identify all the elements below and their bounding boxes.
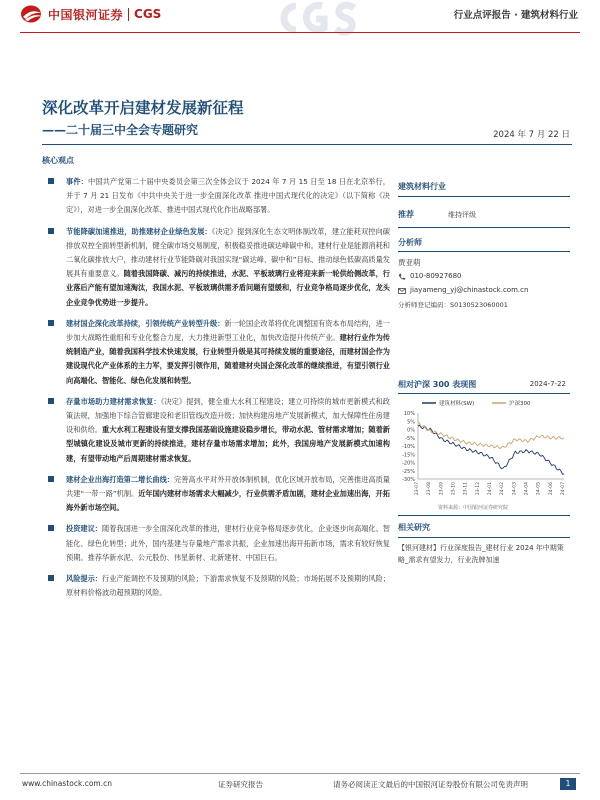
phone-icon — [398, 273, 406, 281]
rating-value: 维持评级 — [448, 211, 476, 219]
page-header — [0, 0, 600, 32]
analyst-email[interactable]: jiayameng_yj@chinastock.com.cn — [410, 286, 529, 294]
sidebar-industry-title: 建筑材料行业 — [398, 182, 446, 191]
footer-disclaimer: 请务必阅读正文最后的中国银河证券股份有限公司免责声明 — [333, 780, 528, 789]
sidebar-divider — [398, 227, 570, 228]
core-views-label: 核心观点 — [42, 156, 74, 165]
email-icon — [398, 287, 406, 295]
sidebar-divider — [398, 196, 570, 197]
brand-logo-icon — [20, 4, 44, 24]
x-tick-label: 24-01 — [488, 482, 493, 496]
cgs-watermark-graphic — [270, 0, 360, 56]
page-number: 1 — [560, 778, 576, 790]
bullet-square-icon — [48, 525, 54, 531]
brand-name-cn: 中国银河证券 — [48, 7, 124, 22]
bullet-square-icon — [48, 398, 54, 404]
report-type-label: 行业点评报告 · 建筑材料行业 — [453, 10, 578, 21]
x-tick-label: 23-08 — [427, 482, 433, 496]
footer-doc-label: 证券研究报告 — [218, 780, 263, 789]
bullet-square-icon — [48, 320, 54, 326]
x-tick-label: 24-05 — [536, 482, 542, 496]
paragraph-event: 事件：中国共产党第二十届中央委员会第三次全体会议于 2024 年 7 月 15 日至 18 日在北京举行，并于 7 月 21 日发布《中共中央关于进一步全面深化改革 推进中国式现代化的决定》（以下简称《决定》），对进一步全面深化改革、推进中国式现代化作出战略部署。 — [42, 175, 390, 218]
related-research-link[interactable]: 【银河建材】行业深度报告_建材行业 2024 年中期策略_需求有望发力，行业洗牌加速 — [398, 544, 564, 564]
chart-title: 相对沪深 300 表现图 — [398, 380, 477, 389]
x-tick-label: 24-02 — [500, 482, 506, 496]
analyst-phone: 010-80927680 — [410, 272, 462, 280]
chart-source: 资料来源：中国银河证券研究院 — [438, 505, 509, 511]
x-tick-label: 24-06 — [548, 482, 554, 496]
series-line-0 — [418, 425, 564, 474]
paragraph-carbon: 节能降碳加速推进，助推建材企业绿色发展：《决定》提到深化生态文明体制改革，建立能耗双控向碳排放双控全面转型新机制，健全碳市场交易制度，积极稳妥推进碳达峰碳中和。建材行业是能源消耗和二氧化碳排放大户，推动建材行业节能降碳对我国实现“碳达峰、碳中和”目标、推动绿色低碳高质量发展具有重要意义。随着我国降碳、减污的持续推进，水泥、平板玻璃行业将迎来新一轮供给侧改革，行业落后产能有望加速淘汰，我国水泥、平板玻璃供需矛盾问题有望缓和，行业竞争格局逐步优化，龙头企业竞争优势进一步提升。 — [42, 225, 390, 310]
y-tick-label: -10% — [402, 444, 415, 450]
legend-label: 沪深300 — [509, 401, 531, 407]
y-tick-label: -25% — [402, 468, 415, 475]
title-divider — [42, 144, 572, 145]
analyst-section-title: 分析师 — [398, 238, 422, 247]
brand-name-en: CGS — [134, 7, 162, 21]
brand-separator — [128, 8, 129, 21]
y-tick-label: 5% — [407, 419, 415, 426]
analyst-registration: 分析师登记编码：S0130523060001 — [398, 301, 508, 309]
x-tick-label: 23-11 — [463, 482, 469, 496]
paragraph-soe-reform: 建材国企深化改革持续，引领传统产业转型升级：新一轮国企改革将优化调整国有资本布局结构，进一步加大战略性重组和专业化整合力度，大力推进新型工业化，加快改造提升传统产业。建材行业作为传统制造产业，随着我国科学技术快速发展，行业转型升级是其可持续发展的重要途径，而建材国企作为建设现代化产业体系的主力军，要发挥引领作用，随着建材央国企深化改革的继续推进，有望引领行业向高端化、智能化、绿色化发展和转型。 — [42, 317, 390, 388]
bullet-square-icon — [48, 476, 54, 482]
sidebar-divider — [398, 515, 570, 516]
x-tick-label: 23-09 — [439, 482, 445, 496]
footer-divider — [20, 773, 580, 774]
y-tick-label: 10% — [403, 411, 415, 417]
x-tick-label: 24-07 — [561, 482, 566, 496]
paragraph-overseas: 建材企业出海打造第二增长曲线：完善高水平对外开放体制机制，优化区域开放布局，完善推进高质量共建“一带一路”机制。近年国内建材市场需求大幅减少，行业供需矛盾加剧，建材企业加速出海，开拓海外新市场空间。 — [42, 473, 390, 516]
related-research-title: 相关研究 — [398, 523, 430, 532]
sidebar-divider — [398, 537, 570, 538]
report-date: 2024 年 7 月 22 日 — [493, 130, 570, 140]
rating-label: 推荐 — [398, 210, 414, 219]
main-content — [42, 175, 390, 600]
relative-performance-chart — [398, 397, 570, 499]
series-line-1 — [418, 422, 564, 449]
x-tick-label: 23-07 — [415, 482, 420, 496]
report-subtitle: ——二十届三中全会专题研究 — [42, 123, 199, 137]
header-divider — [20, 32, 580, 33]
y-tick-label: -5% — [405, 435, 415, 442]
footer-website[interactable]: www.chinastock.com.cn — [22, 779, 112, 788]
y-tick-label: 0% — [407, 427, 415, 434]
sidebar-divider — [398, 251, 570, 252]
sidebar-divider — [398, 393, 570, 394]
report-title: 深化改革开启建材发展新征程 — [42, 99, 244, 117]
bullet-square-icon — [48, 228, 54, 234]
analyst-name: 贾亚萌 — [398, 258, 421, 267]
x-tick-label: 23-12 — [475, 482, 481, 496]
y-tick-label: -15% — [402, 452, 415, 459]
brand-logo — [20, 4, 161, 24]
x-tick-label: 23-10 — [451, 482, 457, 496]
chart-date: 2024-7-22 — [529, 380, 566, 388]
y-tick-label: -30% — [402, 477, 415, 483]
bullet-square-icon — [48, 575, 54, 581]
bullet-square-icon — [48, 178, 54, 184]
paragraph-investment: 投资建议：随着我国进一步全面深化改革的推进，建材行业竞争格局逐步优化，企业逐步向高端化、智能化、绿色化转型；此外，国内基建与存量地产需求共振，企业加速出海开拓新市场，需求有较好恢复预期。推荐华新水泥、公元股份、伟星新材、北新建材、中国巨石。 — [42, 522, 390, 565]
paragraph-stock-market: 存量市场助力建材需求恢复：《决定》提到，健全重大水利工程建设；建立可持续的城市更新模式和政策法规，加强地下综合管廊建设和老旧管线改造升级；加快构建房地产发展新模式，加大保障性住房建设和供给。重大水利工程建设有望支撑我国基础设施建设稳步增长，带动水泥、管材需求增加；随着新型城镇化建设及城市更新的持续推进，建材存量市场需求增加；此外，我国房地产发展新模式加速构建，有望带动地产后周期建材需求恢复。 — [42, 395, 390, 466]
paragraph-risk: 风险提示：行业产能调控不及预期的风险；下游需求恢复不及预期的风险；市场拓展不及预期的风险；原材料价格波动超预期的风险。 — [42, 572, 390, 600]
legend-label: 建筑材料(SW) — [439, 401, 475, 407]
y-tick-label: -20% — [402, 460, 415, 467]
x-tick-label: 24-03 — [512, 482, 518, 496]
x-tick-label: 24-04 — [524, 482, 530, 496]
